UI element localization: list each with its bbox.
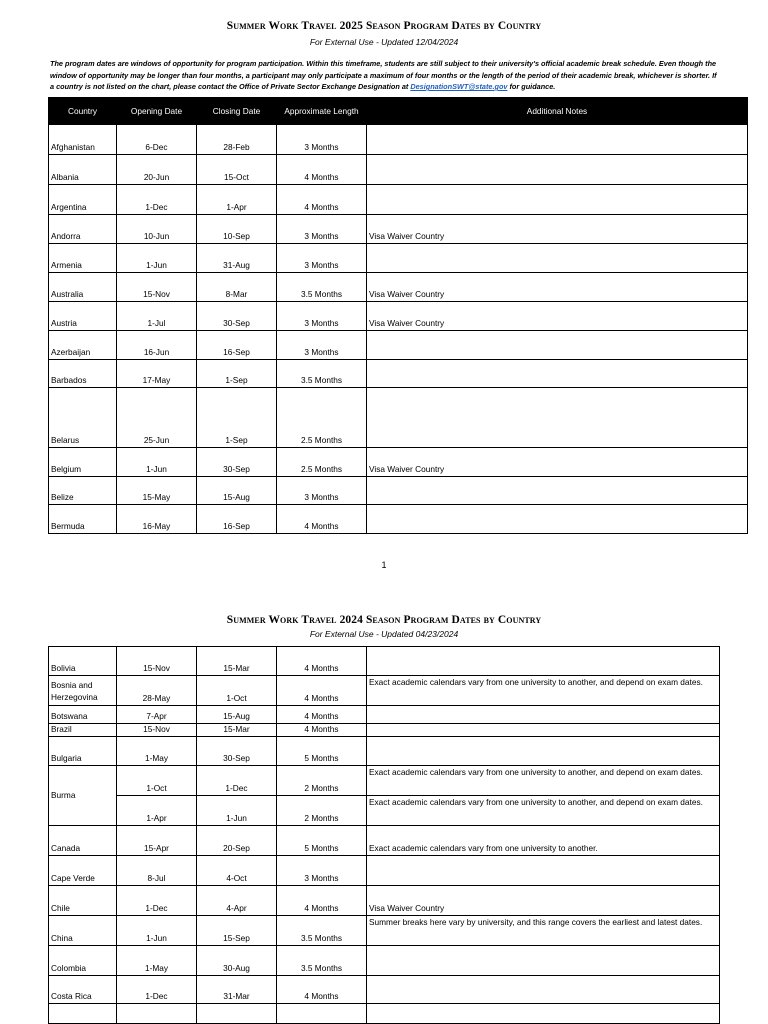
country-cell: Bosnia and Herzegovina (49, 676, 117, 706)
closing-date-cell: 31-Mar (197, 976, 277, 1004)
notes-cell (367, 976, 720, 1004)
opening-date-cell: 1-Dec (117, 886, 197, 916)
closing-date-cell: 1-Oct (197, 676, 277, 706)
closing-date-cell (197, 1004, 277, 1024)
country-cell: Colombia (49, 946, 117, 976)
program-dates-table-2025 (48, 97, 748, 534)
opening-date-cell: 1-Dec (117, 976, 197, 1004)
closing-date-cell: 30-Sep (197, 302, 277, 331)
length-cell: 4 Months (277, 706, 367, 724)
closing-date-cell: 4-Apr (197, 886, 277, 916)
length-cell: 2 Months (277, 766, 367, 796)
opening-date-cell: 20-Jun (117, 155, 197, 185)
opening-date-cell: 15-May (117, 477, 197, 505)
intro-paragraph (50, 58, 722, 93)
header-opening-date: Opening Date (117, 98, 197, 125)
notes-cell (367, 706, 720, 724)
table-row (49, 647, 720, 676)
length-cell: 4 Months (277, 676, 367, 706)
table-row (49, 706, 720, 724)
table-row (49, 331, 748, 360)
length-cell: 3.5 Months (277, 360, 367, 388)
opening-date-cell: 1-Jul (117, 302, 197, 331)
country-cell: Bulgaria (49, 737, 117, 766)
notes-cell (367, 244, 748, 273)
country-cell: Afghanistan (49, 125, 117, 155)
table-row (49, 856, 720, 886)
table-row (49, 302, 748, 331)
opening-date-cell: 1-May (117, 737, 197, 766)
closing-date-cell: 1-Jun (197, 796, 277, 826)
length-cell: 3 Months (277, 477, 367, 505)
header-country: Country (49, 98, 117, 125)
table-row (49, 796, 720, 826)
length-cell (277, 1004, 367, 1024)
country-cell: Chile (49, 886, 117, 916)
country-cell: China (49, 916, 117, 946)
notes-cell (367, 737, 720, 766)
notes-cell (367, 856, 720, 886)
opening-date-cell: 16-May (117, 505, 197, 534)
table-row (49, 185, 748, 215)
length-cell: 3 Months (277, 302, 367, 331)
notes-cell (367, 724, 720, 737)
table-header-row (49, 98, 748, 125)
table-row (49, 676, 720, 706)
closing-date-cell: 1-Sep (197, 388, 277, 448)
opening-date-cell: 15-Nov (117, 273, 197, 302)
length-cell: 3 Months (277, 244, 367, 273)
length-cell: 3.5 Months (277, 916, 367, 946)
table-row (49, 388, 748, 448)
notes-cell: Exact academic calendars vary from one university to another, and depend on exam dates. (367, 796, 720, 826)
length-cell: 4 Months (277, 886, 367, 916)
length-cell: 4 Months (277, 976, 367, 1004)
opening-date-cell: 15-Nov (117, 724, 197, 737)
length-cell: 3.5 Months (277, 946, 367, 976)
notes-cell (367, 946, 720, 976)
country-cell: Burma (49, 766, 117, 826)
intro-text: The program dates are windows of opportunity for program participation. Within this timeframe, students are still subject to their university's official academic break schedule. Even though the window of opportunity may be longer than four months, a participant may only participate a maximum of four months or the length of the period of their academic break, whichever is shorter. If a country is not listed on the chart, please contact the Office of Private Sector Exchange Designation at (50, 59, 717, 91)
country-cell: Canada (49, 826, 117, 856)
notes-cell (367, 647, 720, 676)
opening-date-cell: 1-Apr (117, 796, 197, 826)
closing-date-cell: 15-Oct (197, 155, 277, 185)
country-cell: Bolivia (49, 647, 117, 676)
notes-cell (367, 1004, 720, 1024)
table-row (49, 946, 720, 976)
country-cell: Brazil (49, 724, 117, 737)
closing-date-cell: 28-Feb (197, 125, 277, 155)
country-cell: Austria (49, 302, 117, 331)
closing-date-cell: 15-Aug (197, 706, 277, 724)
page-title: Summer Work Travel 2025 Season Program Dates by Country (226, 20, 542, 32)
table-row (49, 505, 748, 534)
closing-date-cell: 15-Aug (197, 477, 277, 505)
closing-date-cell: 30-Aug (197, 946, 277, 976)
length-cell: 3 Months (277, 125, 367, 155)
opening-date-cell: 6-Dec (117, 125, 197, 155)
table-row (49, 215, 748, 244)
notes-cell: Visa Waiver Country (367, 302, 748, 331)
country-cell: Belize (49, 477, 117, 505)
notes-cell (367, 360, 748, 388)
country-cell: Armenia (49, 244, 117, 273)
closing-date-cell: 30-Sep (197, 448, 277, 477)
opening-date-cell: 8-Jul (117, 856, 197, 886)
country-cell: Belgium (49, 448, 117, 477)
closing-date-cell: 30-Sep (197, 737, 277, 766)
page-subtitle: For External Use - Updated 12/04/2024 (309, 37, 459, 47)
length-cell: 3 Months (277, 856, 367, 886)
closing-date-cell: 1-Dec (197, 766, 277, 796)
page-title: Summer Work Travel 2024 Season Program Dates by Country (226, 614, 542, 626)
country-cell: Barbados (49, 360, 117, 388)
opening-date-cell: 1-Jun (117, 244, 197, 273)
length-cell: 5 Months (277, 826, 367, 856)
opening-date-cell: 7-Apr (117, 706, 197, 724)
closing-date-cell: 15-Mar (197, 724, 277, 737)
length-cell: 4 Months (277, 185, 367, 215)
length-cell: 2.5 Months (277, 388, 367, 448)
country-cell: Botswana (49, 706, 117, 724)
opening-date-cell: 1-May (117, 946, 197, 976)
opening-date-cell: 1-Dec (117, 185, 197, 215)
notes-cell: Exact academic calendars vary from one university to another, and depend on exam dates. (367, 766, 720, 796)
closing-date-cell: 1-Apr (197, 185, 277, 215)
table-row (49, 724, 720, 737)
table-row (49, 766, 720, 796)
table-row (49, 125, 748, 155)
notes-cell: Visa Waiver Country (367, 886, 720, 916)
closing-date-cell: 1-Sep (197, 360, 277, 388)
closing-date-cell: 20-Sep (197, 826, 277, 856)
country-cell: Azerbaijan (49, 331, 117, 360)
length-cell: 2 Months (277, 796, 367, 826)
country-cell: Cape Verde (49, 856, 117, 886)
opening-date-cell: 15-Apr (117, 826, 197, 856)
notes-cell (367, 388, 748, 448)
length-cell: 3.5 Months (277, 273, 367, 302)
table-row (49, 886, 720, 916)
opening-date-cell: 15-Nov (117, 647, 197, 676)
length-cell: 4 Months (277, 647, 367, 676)
notes-cell (367, 505, 748, 534)
notes-cell (367, 331, 748, 360)
closing-date-cell: 31-Aug (197, 244, 277, 273)
table-row (49, 976, 720, 1004)
page-subtitle: For External Use - Updated 04/23/2024 (309, 629, 459, 639)
country-cell: Australia (49, 273, 117, 302)
opening-date-cell: 28-May (117, 676, 197, 706)
closing-date-cell: 10-Sep (197, 215, 277, 244)
notes-cell (367, 477, 748, 505)
notes-cell: Summer breaks here vary by university, and this range covers the earliest and latest dates. (367, 916, 720, 946)
length-cell: 4 Months (277, 155, 367, 185)
notes-cell: Exact academic calendars vary from one university to another, and depend on exam dates. (367, 676, 720, 706)
opening-date-cell: 1-Oct (117, 766, 197, 796)
length-cell: 5 Months (277, 737, 367, 766)
table-row (49, 826, 720, 856)
country-cell: Costa Rica (49, 976, 117, 1004)
notes-cell (367, 155, 748, 185)
country-cell: Belarus (49, 388, 117, 448)
intro-tail: for guidance. (509, 82, 556, 91)
table-row (49, 737, 720, 766)
length-cell: 2.5 Months (277, 448, 367, 477)
header-approximate-length: Approximate Length (277, 98, 367, 125)
closing-date-cell: 15-Sep (197, 916, 277, 946)
length-cell: 3 Months (277, 331, 367, 360)
notes-cell (367, 125, 748, 155)
table-row (49, 273, 748, 302)
length-cell: 4 Months (277, 724, 367, 737)
closing-date-cell: 16-Sep (197, 505, 277, 534)
header-closing-date: Closing Date (197, 98, 277, 125)
opening-date-cell: 17-May (117, 360, 197, 388)
length-cell: 3 Months (277, 215, 367, 244)
opening-date-cell: 1-Jun (117, 916, 197, 946)
country-cell: Andorra (49, 215, 117, 244)
opening-date-cell: 25-Jun (117, 388, 197, 448)
notes-cell: Visa Waiver Country (367, 273, 748, 302)
table-row (49, 448, 748, 477)
table-row (49, 244, 748, 273)
country-cell: Argentina (49, 185, 117, 215)
table-row (49, 916, 720, 946)
country-cell (49, 1004, 117, 1024)
program-dates-table-2024 (48, 646, 720, 1024)
header-additional-notes: Additional Notes (367, 98, 748, 125)
notes-cell: Visa Waiver Country (367, 215, 748, 244)
closing-date-cell: 8-Mar (197, 273, 277, 302)
opening-date-cell: 16-Jun (117, 331, 197, 360)
opening-date-cell: 1-Jun (117, 448, 197, 477)
opening-date-cell (117, 1004, 197, 1024)
table-row (49, 1004, 720, 1024)
opening-date-cell: 10-Jun (117, 215, 197, 244)
notes-cell: Exact academic calendars vary from one university to another. (367, 826, 720, 856)
closing-date-cell: 4-Oct (197, 856, 277, 886)
closing-date-cell: 16-Sep (197, 331, 277, 360)
length-cell: 4 Months (277, 505, 367, 534)
table-row (49, 155, 748, 185)
table-row (49, 360, 748, 388)
designation-email-link[interactable]: DesignationSWT@state.gov (410, 82, 508, 91)
table-row (49, 477, 748, 505)
notes-cell: Visa Waiver Country (367, 448, 748, 477)
country-cell: Bermuda (49, 505, 117, 534)
closing-date-cell: 15-Mar (197, 647, 277, 676)
page-number: 1 (381, 560, 387, 570)
notes-cell (367, 185, 748, 215)
country-cell: Albania (49, 155, 117, 185)
